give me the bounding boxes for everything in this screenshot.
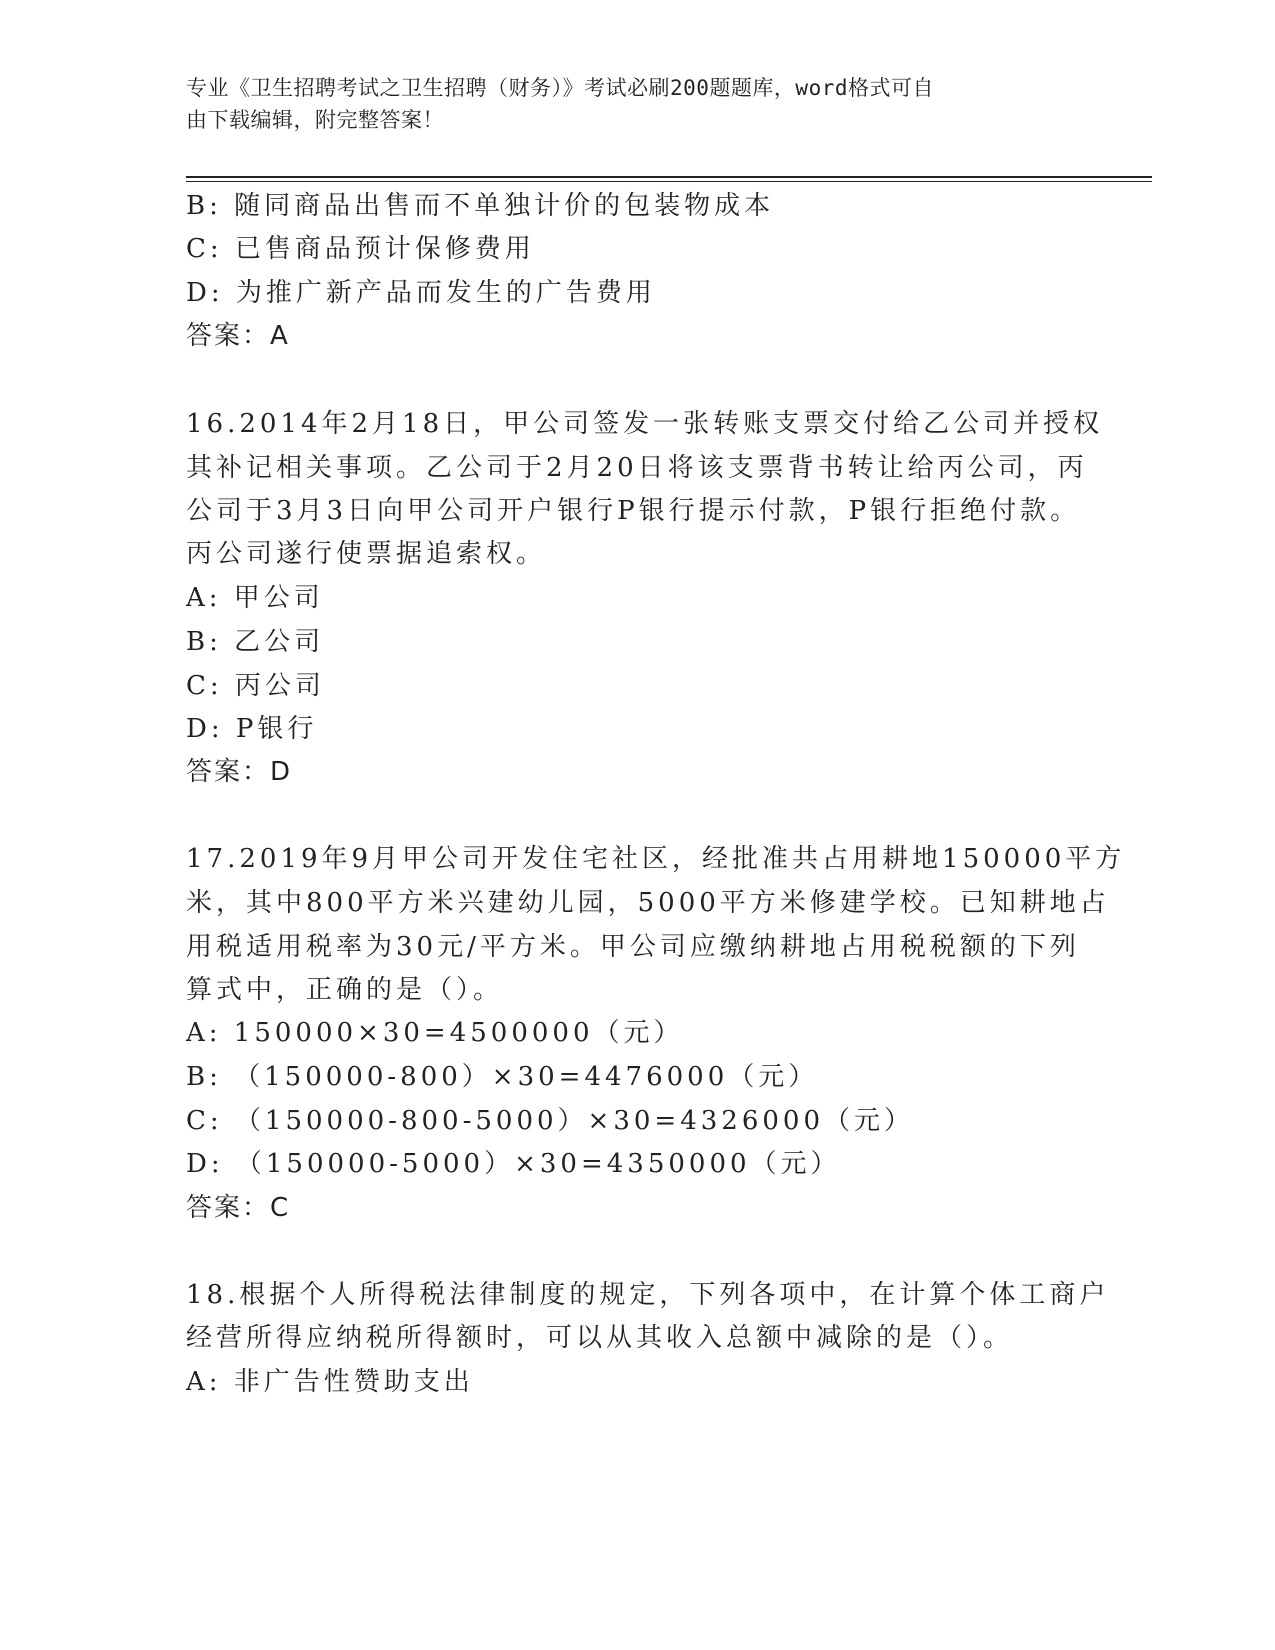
q16-stem-line-4: 丙公司遂行使票据追索权。 [186, 539, 547, 569]
q16-stem-line-1: 16.2014年2月18日，甲公司签发一张转账支票交付给乙公司并授权 [186, 409, 1104, 439]
q16-option-d: D: P银行 [186, 714, 318, 744]
q17-stem-line-3: 用税适用税率为30元/平方米。甲公司应缴纳耕地占用税税额的下列 [186, 932, 1080, 962]
q15-option-b: B: 随同商品出售而不单独计价的包装物成本 [186, 191, 775, 221]
q15-option-d: D: 为推广新产品而发生的广告费用 [186, 278, 656, 308]
header-divider [186, 176, 1152, 178]
header-divider-thin [186, 181, 1152, 182]
q17-option-b: B: （150000-800）×30=4476000（元） [186, 1062, 819, 1092]
q17-answer: 答案：C [186, 1193, 291, 1223]
q16-stem-line-3: 公司于3月3日向甲公司开户银行P银行提示付款，P银行拒绝付款。 [186, 496, 1081, 526]
q16-stem-line-2: 其补记相关事项。乙公司于2月20日将该支票背书转让给丙公司，丙 [186, 453, 1088, 483]
q17-option-d: D: （150000-5000）×30=4350000（元） [186, 1149, 841, 1179]
q17-option-a: A: 150000×30=4500000（元） [186, 1018, 684, 1048]
q17-option-c: C: （150000-800-5000）×30=4326000（元） [186, 1106, 914, 1136]
q17-stem-line-2: 米，其中800平方米兴建幼儿园，5000平方米修建学校。已知耕地占 [186, 888, 1110, 918]
q16-option-c: C: 丙公司 [186, 671, 325, 701]
header-line-2: 由下载编辑，附完整答案！ [186, 108, 444, 132]
q18-stem-line-1: 18.根据个人所得税法律制度的规定，下列各项中，在计算个体工商户 [186, 1280, 1110, 1310]
q15-option-c: C: 已售商品预计保修费用 [186, 234, 535, 264]
q16-option-b: B: 乙公司 [186, 627, 325, 657]
q17-stem-line-4: 算式中，正确的是（）。 [186, 975, 504, 1005]
q18-stem-line-2: 经营所得应纳税所得额时，可以从其收入总额中减除的是（）。 [186, 1323, 1014, 1353]
document-header [186, 72, 1066, 136]
q17-stem-line-1: 17.2019年9月甲公司开发住宅社区，经批准共占用耕地150000平方 [186, 844, 1126, 874]
q16-answer: 答案：D [186, 757, 293, 787]
q16-option-a: A: 甲公司 [186, 583, 324, 613]
header-line-1: 专业《卫生招聘考试之卫生招聘（财务）》考试必刷200题题库，word格式可自 [186, 76, 934, 100]
q15-answer: 答案：A [186, 321, 290, 351]
q18-option-a: A: 非广告性赞助支出 [186, 1367, 474, 1397]
